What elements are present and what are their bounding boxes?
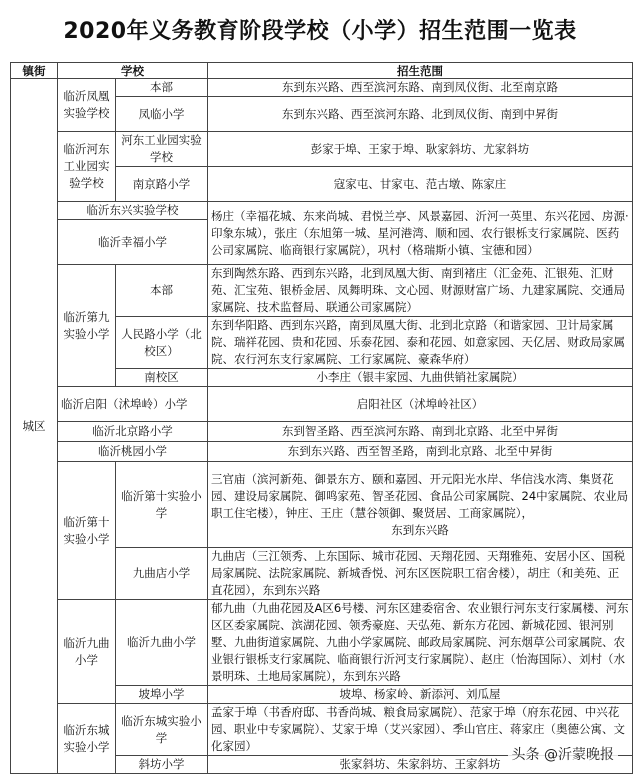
range-cell: 孟家于埠（书香府邸、书香尚城、粮食局家属院）、范家于埠（府东花园、中兴花园、职业中专家属院）、艾家于埠（艾兴家园）、季山官庄、蒋家庄（奥德公寓、文化家园）: [208, 704, 633, 756]
range-cell: 杨庄（幸福花城、东来尚城、君悦兰亭、风景嘉园、沂河一英里、东兴花园、房源·印象东城），张庄（东旭第一城、星河港湾、顺和园、农行银栎支行家属院、医药公司家属院、临商银行家属院），巩村（格瑞斯小镇、宝德和园）: [208, 202, 633, 265]
school-name: 临沂第十实验小学: [58, 462, 116, 600]
campus-name: 南校区: [116, 369, 208, 387]
table-row: [11, 387, 633, 422]
school-name: 临沂北京路小学: [58, 422, 208, 442]
school-name: 临沂凤凰实验学校: [58, 79, 116, 132]
header-school: 学校: [58, 63, 208, 79]
campus-name: 九曲店小学: [116, 548, 208, 600]
range-cell: 东到东兴路、西至智圣路，南到北京路、北至中昇街: [208, 442, 633, 462]
range-text: 东到东兴路: [391, 522, 449, 537]
range-cell: 东到陶然东路、西到东兴路，北到凤凰大街、南到褚庄（汇金苑、汇银苑、汇财苑、汇宝苑、银桥金居、凤舞明珠、文心园、财源财富广场、九建家属院、交通局家属院、技术监督局、联通公司家属院）: [208, 265, 633, 317]
campus-name: 人民路小学（北校区）: [116, 317, 208, 369]
range-cell: 东到智圣路、西至滨河东路、南到北京路、北至中昇街: [208, 422, 633, 442]
school-name: 临沂九曲小学: [58, 600, 116, 704]
table-row: [11, 202, 633, 220]
range-text: 三官庙（滨河新苑、御景东方、颐和嘉园、开元阳光水岸、华信浅水湾、集贤花园、建设局家属院、御鸣家苑、智圣花园、食品公司家属院、24中家属院、农业局职工住宅楼），钟庄、王庄（慧谷领御、聚贤居、工商家属院），: [211, 471, 629, 520]
range-cell: 东到东兴路、西至滨河东路、北到凤仪街、南到中昇街: [208, 97, 633, 132]
campus-name: 斜坊小学: [116, 756, 208, 774]
campus-name: 河东工业园实验学校: [116, 132, 208, 167]
table-row: [11, 600, 633, 686]
range-cell: 东到华阳路、西到东兴路，南到凤凰大街、北到北京路（和谐家园、卫计局家属院、瑞祥花园、贵和花园、乐泰花园、泰和花园、如意家园、天亿居、财政局家属院、农行河东支行家属院、工行家属院、豪森华府）: [208, 317, 633, 369]
school-name: 临沂桃园小学: [58, 442, 208, 462]
school-name: 临沂东兴实验学校: [58, 202, 208, 220]
watermark: 头条 @沂蒙晚报: [508, 743, 618, 765]
range-cell: 东到东兴路、西至滨河东路、南到凤仪街、北至南京路: [208, 79, 633, 97]
campus-name: 临沂东城实验小学: [116, 704, 208, 756]
table-row: [11, 132, 633, 167]
range-cell: 坡埠、杨家岭、新添河、刘瓜屋: [208, 686, 633, 704]
range-cell: 张家斜坊、朱家斜坊、王家斜坊: [208, 756, 633, 774]
campus-name: 本部: [116, 79, 208, 97]
header-street: 镇街: [11, 63, 58, 79]
range-cell: 郁九曲（九曲花园及A区6号楼、河东区建委宿舍、农业银行河东支行家属楼、河东区区委家属院、滨湖花园、领秀豪庭、天弘苑、新东方花园、新城花园、银河别墅、九曲街道家属院、九曲小学家属院、邮政局家属院、河东烟草公司家属院、农业银行银栎支行家属院、临商银行沂河支行家属院）、赵庄（怡海国际）、刘村（水景明珠、土地局家属院），东到东兴路: [208, 600, 633, 686]
range-cell: 寇家屯、甘家屯、范古墩、陈家庄: [208, 167, 633, 202]
school-name: 临沂东城实验小学: [58, 704, 116, 774]
enrollment-table: [10, 62, 633, 774]
range-cell: 彭家于埠、王家于埠、耿家斜坊、尤家斜坊: [208, 132, 633, 167]
campus-name: 临沂九曲小学: [116, 600, 208, 686]
table-header-row: [11, 63, 633, 79]
school-name: 临沂河东工业园实验学校: [58, 132, 116, 202]
campus-name: 凤临小学: [116, 97, 208, 132]
table-row: [11, 265, 633, 317]
page-title: 2020年义务教育阶段学校（小学）招生范围一览表: [63, 19, 577, 44]
table-row: [11, 442, 633, 462]
district-cell: 城区: [11, 79, 58, 774]
school-name: 临沂第九实验小学: [58, 265, 116, 387]
range-cell: 启阳社区（沭埠岭社区）: [208, 387, 633, 422]
table-row: [11, 462, 633, 548]
range-cell: 小李庄（银丰家园、九曲供销社家属院）: [208, 369, 633, 387]
school-name: 临沂启阳（沭埠岭）小学: [58, 387, 208, 422]
table-row: [11, 79, 633, 97]
campus-name: 坡埠小学: [116, 686, 208, 704]
campus-name: 本部: [116, 265, 208, 317]
header-range: 招生范围: [208, 63, 633, 79]
range-cell: 九曲店（三江领秀、上东国际、城市花园、天翔花园、天翔雅苑、安居小区、国税局家属院、法院家属院、新城香悦、河东区医院职工宿舍楼），胡庄（和美苑、正直花园），东到东兴路: [208, 548, 633, 600]
school-name: 临沂幸福小学: [58, 220, 208, 265]
range-cell: [208, 462, 633, 548]
campus-name: 南京路小学: [116, 167, 208, 202]
table-row: [11, 422, 633, 442]
campus-name: 临沂第十实验小学: [116, 462, 208, 548]
